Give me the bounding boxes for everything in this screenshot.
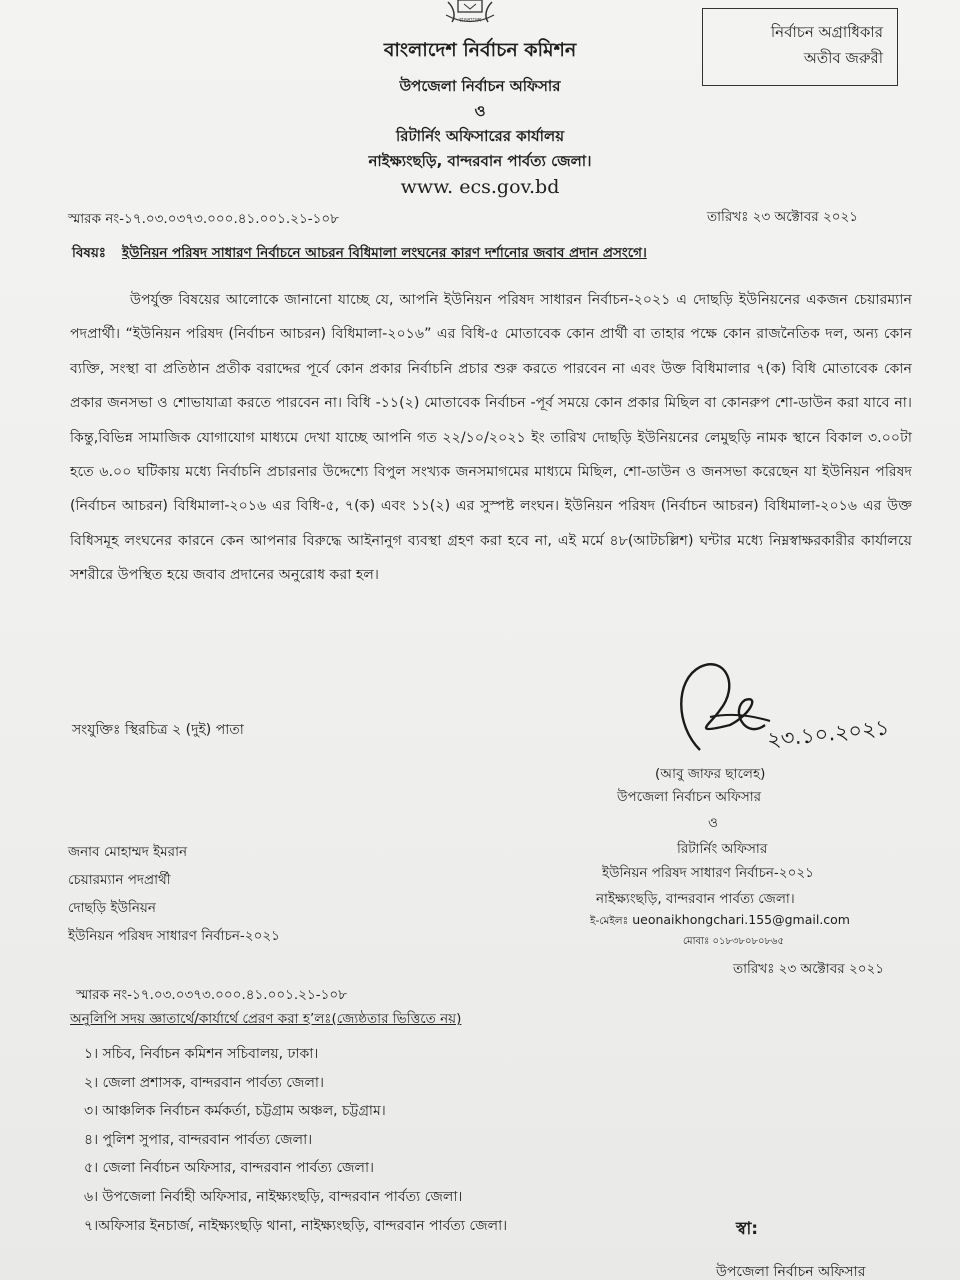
- priority-box: [702, 8, 898, 86]
- recipient-line-1: জনাব মোহাম্মদ ইমরান: [68, 844, 188, 860]
- cc-list: [84, 1040, 507, 1240]
- signatory-email: [590, 912, 850, 931]
- subject-text: ইউনিয়ন পরিষদ সাধারণ নির্বাচনে আচরন বিধিমালা লংঘনের কারণ দর্শানোর জবাব প্রদান প্রসংগে।: [121, 245, 647, 261]
- signatory-name: (আবু জাফর ছালেহ): [655, 766, 766, 782]
- handwritten-signature: [670, 655, 930, 765]
- cc-item: ৭।অফিসার ইনচার্জ, নাইক্ষ্যংছড়ি থানা, নাইক্ষ্যংছড়ি, বান্দরবান পার্বত্য জেলা।: [84, 1217, 508, 1234]
- recipient-line-2: চেয়ারম্যান পদপ্রার্থী: [68, 872, 171, 888]
- memo-number: স্মারক নং-১৭.০৩.০৩৭৩.০০০.৪১.০০১.২১-১০৮: [68, 211, 339, 227]
- cc-item: ৬। উপজেলা নির্বাহী অফিসার, নাইক্ষ্যংছড়ি, বান্দরবান পার্বত্য জেলা।: [84, 1188, 463, 1205]
- body-paragraph: উপর্যুক্ত বিষয়ের আলোকে জানানো যাচ্ছে যে, আপনি ইউনিয়ন পরিষদ সাধারন নির্বাচন-২০২১ এ দোছড়ি ইউনিয়নের একজন চেয়ারম্যান পদপ্রার্থী। “ইউনিয়ন পরিষদ (নির্বাচন আচরন) বিধিমালা-২০১৬” এর বিধি-৫ মোতাবেক কোন প্রার্থী বা তাহার পক্ষে কোন রাজনৈতিক দল, অন্য কোন ব্যক্তি, সংস্থা বা প্রতিষ্ঠান প্রতীক বরাদ্দের পূর্বে কোন প্রকার নির্বাচনি প্রচার শুরু করতে পারবেন না এবং উক্ত বিধিমালার ৭(ক) বিধি মোতাবেক কোন প্রকার জনসভা ও শোভাযাত্রা করতে পারবেন না। বিধি -১১(২) মোতাবেক নির্বাচন -পূর্ব সময়ে কোন প্রকার মিছিল বা কোনরুপ শো-ডাউন করা যাবে না। কিন্তু,বিভিন্ন সামাজিক যোগাযোগ মাধ্যমে দেখা যাচ্ছে আপনি গত ২২/১০/২০২১ ইং তারিখ দোছড়ি ইউনিয়নের লেমুছড়ি নামক স্থানে বিকাল ৩.০০টা হতে ৬.০০ ঘটিকায় মধ্যে নির্বাচনি প্রচারনার উদ্দেশ্যে বিপুল সংখ্যক জনসমাগমের মাধ্যমে মিছিল, শো-ডাউন ও জনসভা করেছেন যা ইউনিয়ন পরিষদ (নির্বাচন আচরন) বিধিমালা-২০১৬ এর বিধি-৫, ৭(ক) এবং ১১(২) এর সুস্পষ্ট লংঘন। ইউনিয়ন পরিষদ (নির্বাচন আচরন) বিধিমালা-২০১৬ এর উক্ত বিধিসমূহ লংঘনের কারনে কেন আপনার বিরুদ্ধে আইনানুগ ব্যবস্থা গ্রহণ করা হবে না, এই মর্মে ৪৮(আটচল্লিশ) ঘন্টার মধ্যে নিম্নস্বাক্ষরকারীর কার্যালয়ে সশরীরে উপস্থিত হয়ে জবাব প্রদানের অনুরোধ করা হল।: [70, 292, 912, 584]
- recipient-line-4: ইউনিয়ন পরিষদ সাধারণ নির্বাচন-২০২১: [68, 928, 280, 944]
- subject-line: [72, 242, 647, 265]
- recipient-address: [68, 838, 280, 950]
- signatory-title-2: রিটার্নিং অফিসার: [677, 841, 768, 857]
- office-line-1: উপজেলা নির্বাচন অফিসার: [399, 77, 561, 95]
- signature-date: ২৩.১০.২০২১: [766, 715, 891, 752]
- cc-item: ৩। আঞ্চলিক নির্বাচন কর্মকর্তা, চট্টগ্রাম অঞ্চল, চট্টগ্রাম।: [84, 1103, 386, 1120]
- memo2-date: তারিখঃ ২৩ অক্টোবর ২০২১: [733, 961, 885, 977]
- cc-item: ১। সচিব, নির্বাচন কমিশন সচিবালয়, ঢাকা।: [84, 1046, 319, 1062]
- recipient-line-3: দোছড়ি ইউনিয়ন: [68, 900, 156, 916]
- office-location: নাইক্ষ্যংছড়ি, বান্দরবান পার্বত্য জেলা।: [368, 152, 592, 170]
- cc-item: ৪। পুলিশ সুপার, বান্দরবান পার্বত্য জেলা।: [84, 1131, 313, 1148]
- office-conjunction: ও: [474, 102, 486, 120]
- priority-line-2: অতীব জরুরী: [803, 49, 883, 67]
- website-link[interactable]: www. ecs.gov.bd: [400, 176, 560, 198]
- letter-body: [70, 283, 912, 593]
- subject-label: বিষয়ঃ: [72, 245, 106, 261]
- memo2-number: স্মারক নং-১৭.০৩.০৩৭৩.০০০.৪১.০০১.২১-১০৮: [76, 987, 347, 1003]
- cc-item: ২। জেলা প্রশাসক, বান্দরবান পার্বত্য জেলা।: [84, 1074, 324, 1091]
- signatory-title-1: উপজেলা নির্বাচন অফিসার: [617, 789, 762, 805]
- cc-heading: অনুলিপি সদয় জ্ঞাতার্থে/কার্যার্থে প্রেরণ করা হ’লঃ(জ্যেষ্ঠতার ভিত্তিতে নয়): [70, 1011, 462, 1027]
- attachment-note: সংযুক্তিঃ স্থিরচিত্র ২ (দুই) পাতা: [72, 722, 244, 738]
- sign-label: স্বা:: [736, 1219, 759, 1239]
- signatory-title-3: ইউনিয়ন পরিষদ সাধারণ নির্বাচন-২০২১: [602, 865, 814, 881]
- signatory-conjunction: ও: [708, 815, 718, 831]
- organization-title: বাংলাদেশ নির্বাচন কমিশন: [383, 39, 577, 61]
- office-line-2: রিটার্নিং অফিসারের কার্যালয়: [395, 127, 565, 145]
- memo-date: তারিখঃ ২৩ অক্টোবর ২০২১: [707, 209, 859, 225]
- signatory-mobile: মোবাঃ ০১৮৩৮০৮০৮৬৫: [683, 936, 784, 947]
- priority-line-1: নির্বাচন অগ্রাধিকার: [770, 23, 883, 41]
- emblem-ribbon-text: বাংলাদেশ: [458, 17, 482, 24]
- signatory-location: নাইক্ষ্যংছড়ি, বান্দরবান পার্বত্য জেলা।: [596, 891, 795, 907]
- bangladesh-emblem-icon: [434, 0, 506, 26]
- cc-item: ৫। জেলা নির্বাচন অফিসার, বান্দরবান পার্বত্য জেলা।: [84, 1160, 375, 1177]
- cut-off-title: উপজেলা নির্বাচন অফিসার: [716, 1264, 866, 1280]
- email-address[interactable]: ueonaikhongchari.155@gmail.com: [632, 912, 850, 927]
- email-label: ই-মেইলঃ: [590, 915, 629, 927]
